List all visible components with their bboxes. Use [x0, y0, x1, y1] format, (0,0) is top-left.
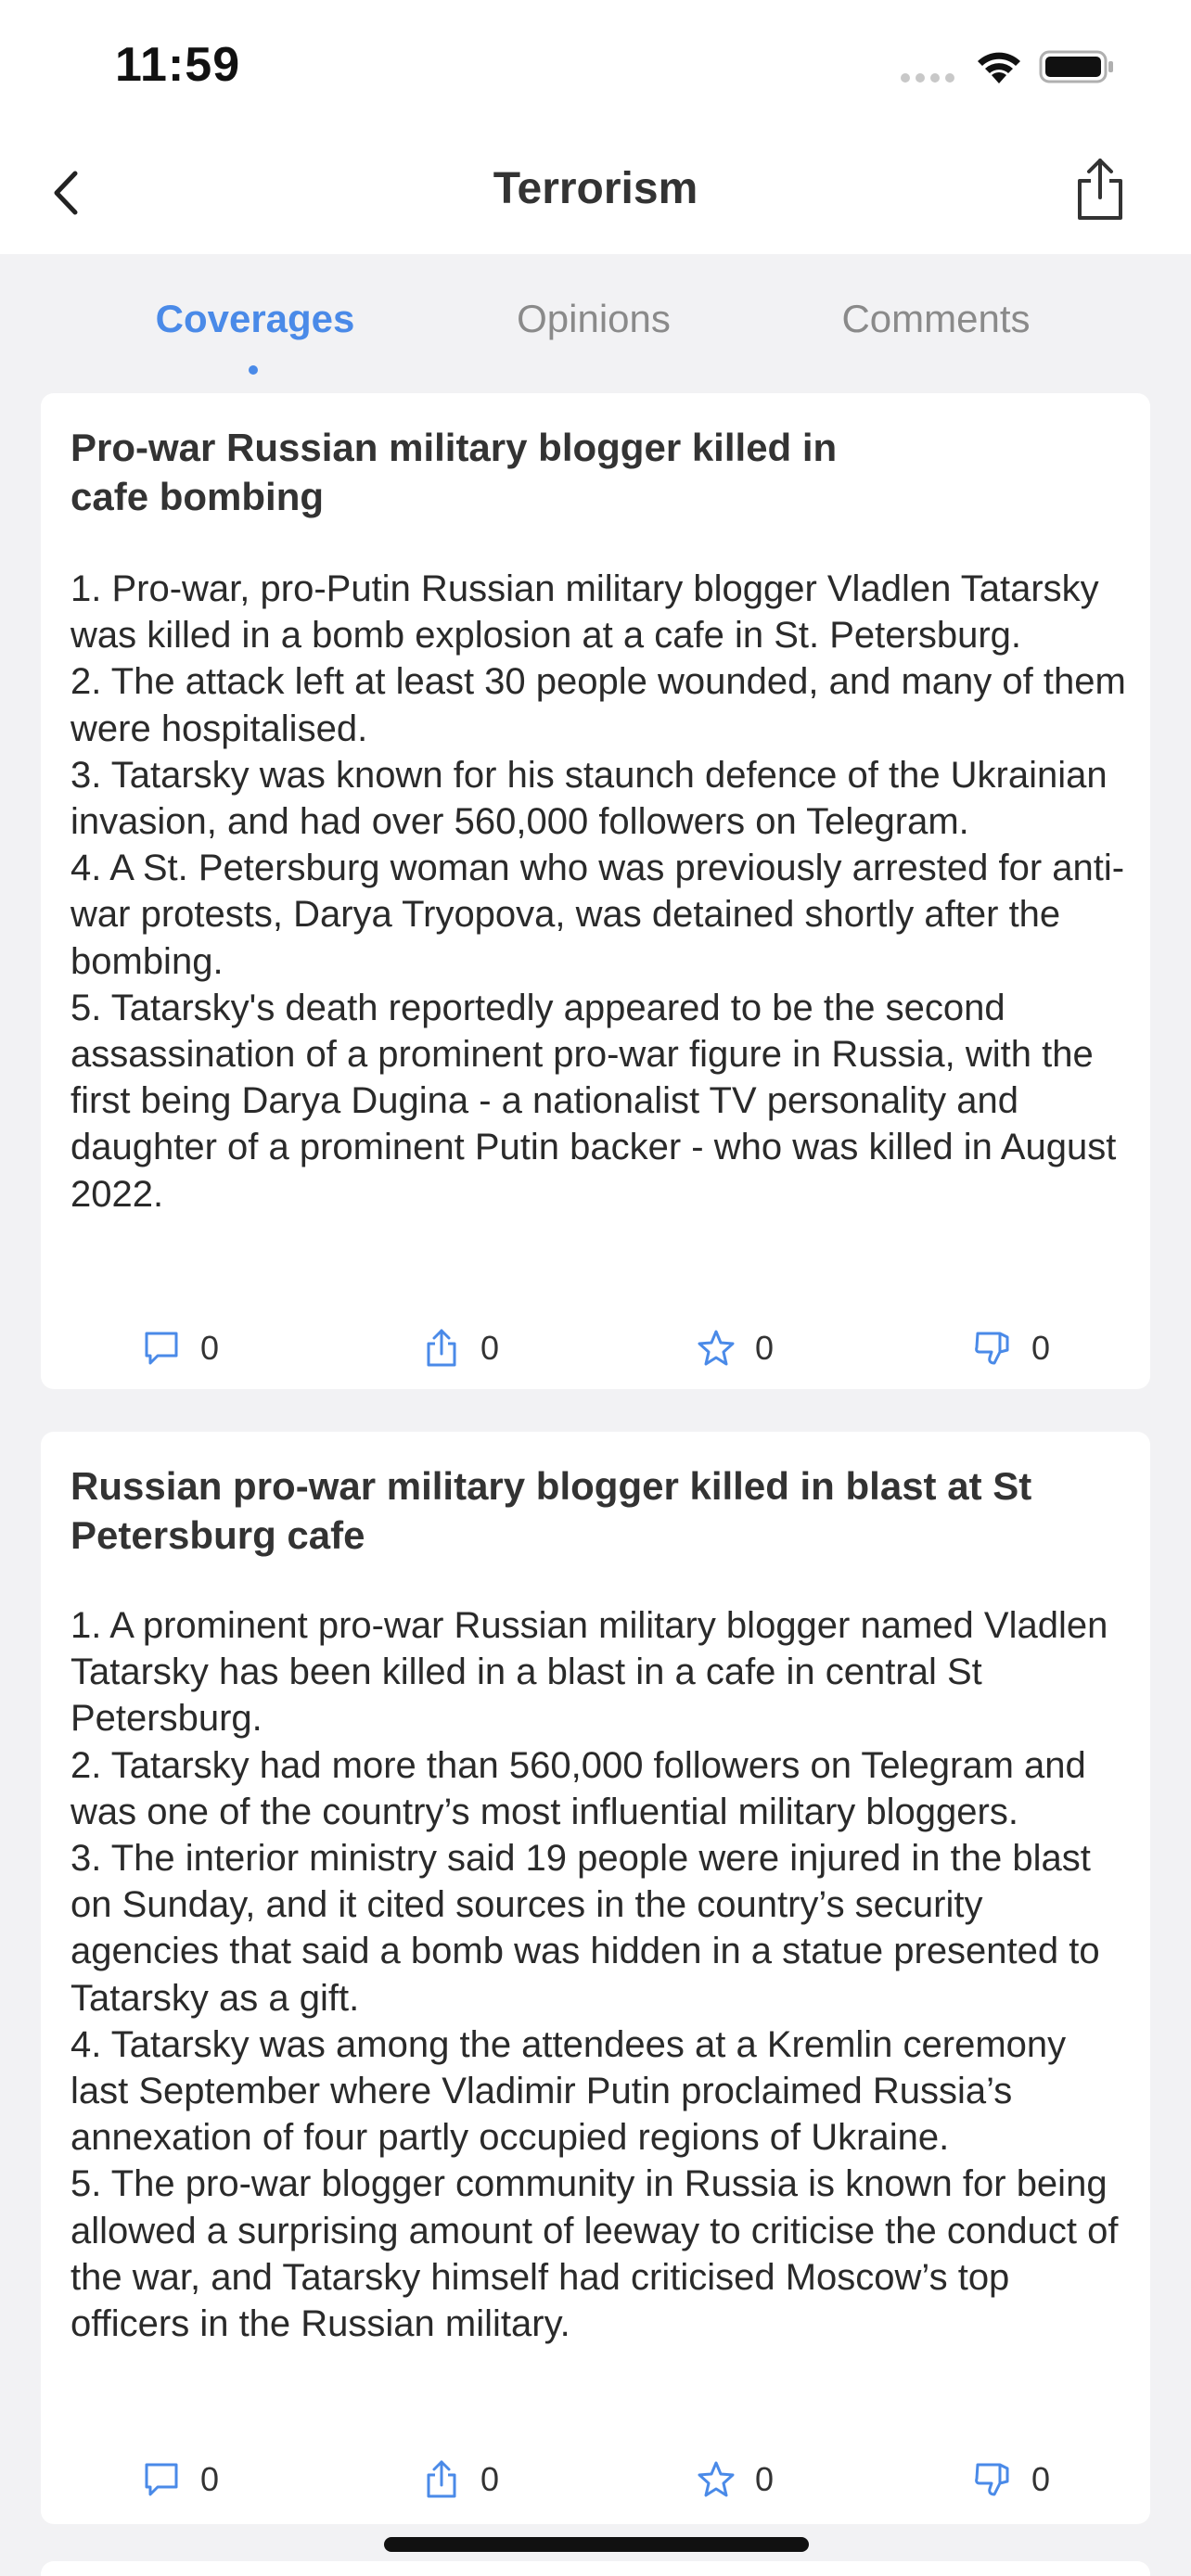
summary-point: 2. Tatarsky had more than 560,000 followers on Telegram and was one of the country’s most influential military bloggers. — [70, 1744, 1086, 1832]
comment-button[interactable] — [141, 2452, 219, 2507]
summary-point: 5. Tatarsky's death reportedly appeared to be the second assassination of a prominent pro-war figure in Russia, with the first being Darya Dugina - a nationalist TV personality and daughter of a prominent Putin backer - who was killed in August 2022. — [70, 987, 1117, 1215]
thumbs-down-icon — [972, 1328, 1013, 1369]
comment-icon — [141, 1328, 182, 1369]
article-summary — [70, 566, 1128, 1218]
favorite-button[interactable] — [696, 1320, 774, 1376]
tab-comments[interactable]: Comments — [841, 297, 1031, 340]
article-title: Russian pro-war military blogger killed in blast at St Petersburg cafe — [70, 1464, 1032, 1557]
share-button[interactable] — [1069, 154, 1132, 226]
article-summary — [70, 1602, 1128, 2347]
comment-button[interactable] — [141, 1320, 219, 1376]
dislike-button[interactable] — [972, 1320, 1050, 1376]
summary-point: 3. The interior ministry said 19 people were injured in the blast on Sunday, and it cited sources in the country’s security agencies that said a bomb was hidden in a statue presented to Tatarsky as a gift. — [70, 1838, 1100, 2019]
navigation-bar — [0, 130, 1191, 254]
share-article-button[interactable] — [421, 1320, 499, 1376]
summary-point: 1. Pro-war, pro-Putin Russian military blogger Vladlen Tatarsky was killed in a bomb explosion at a cafe in St. Petersburg. — [70, 568, 1099, 657]
share-count: 0 — [480, 2460, 500, 2498]
cellular-signal-icon — [900, 72, 957, 83]
summary-point: 4. A St. Petersburg woman who was previously arrested for anti-war protests, Darya Tryopova, was detained shortly after the bombing. — [70, 848, 1125, 982]
battery-icon — [1039, 48, 1117, 85]
article-actions — [41, 1320, 1150, 1376]
tab-bar — [0, 278, 1191, 380]
share-icon — [421, 1328, 462, 1369]
summary-point: 2. The attack left at least 30 people wounded, and many of them were hospitalised. — [70, 661, 1126, 749]
article-title: Pro-war Russian military blogger killed in cafe bombing — [70, 426, 838, 518]
share-count: 0 — [480, 1329, 500, 1367]
comment-count: 0 — [200, 1329, 220, 1367]
active-tab-indicator — [249, 365, 258, 375]
favorite-count: 0 — [755, 2460, 775, 2498]
article-actions — [41, 2452, 1150, 2507]
summary-point: 3. Tatarsky was known for his staunch defence of the Ukrainian invasion, and had over 560,000 followers on Telegram. — [70, 754, 1108, 843]
status-bar — [0, 0, 1191, 130]
thumbs-down-icon — [972, 2459, 1013, 2500]
tab-opinions[interactable]: Opinions — [517, 297, 671, 340]
status-time: 11:59 — [115, 38, 241, 92]
share-icon — [421, 2459, 462, 2500]
tab-coverages[interactable]: Coverages — [155, 297, 355, 340]
summary-point: 5. The pro-war blogger community in Russia is known for being allowed a surprising amount of leeway to criticise the conduct of the war, and Tatarsky himself had criticised Moscow’s top officers in the Russian military. — [70, 2163, 1119, 2345]
star-icon — [696, 2459, 736, 2500]
comment-count: 0 — [200, 2460, 220, 2498]
share-article-button[interactable] — [421, 2452, 499, 2507]
favorite-button[interactable] — [696, 2452, 774, 2507]
home-indicator[interactable] — [384, 2537, 809, 2552]
article-card-partial[interactable] — [41, 2561, 1150, 2576]
page-title: Terrorism — [493, 164, 698, 213]
favorite-count: 0 — [755, 1329, 775, 1367]
share-icon — [1072, 157, 1128, 223]
article-card[interactable] — [41, 1432, 1150, 2524]
wifi-icon — [974, 46, 1024, 85]
article-card[interactable] — [41, 393, 1150, 1389]
dislike-count: 0 — [1031, 1329, 1051, 1367]
comment-icon — [141, 2459, 182, 2500]
summary-point: 4. Tatarsky was among the attendees at a Kremlin ceremony last September where Vladimir Putin proclaimed Russia’s annexation of four partly occupied regions of Ukraine. — [70, 2023, 1067, 2159]
summary-point: 1. A prominent pro-war Russian military blogger named Vladlen Tatarsky has been killed in a blast in a cafe in central St Petersburg. — [70, 1605, 1108, 1740]
star-icon — [696, 1328, 736, 1369]
dislike-count: 0 — [1031, 2460, 1051, 2498]
dislike-button[interactable] — [972, 2452, 1050, 2507]
